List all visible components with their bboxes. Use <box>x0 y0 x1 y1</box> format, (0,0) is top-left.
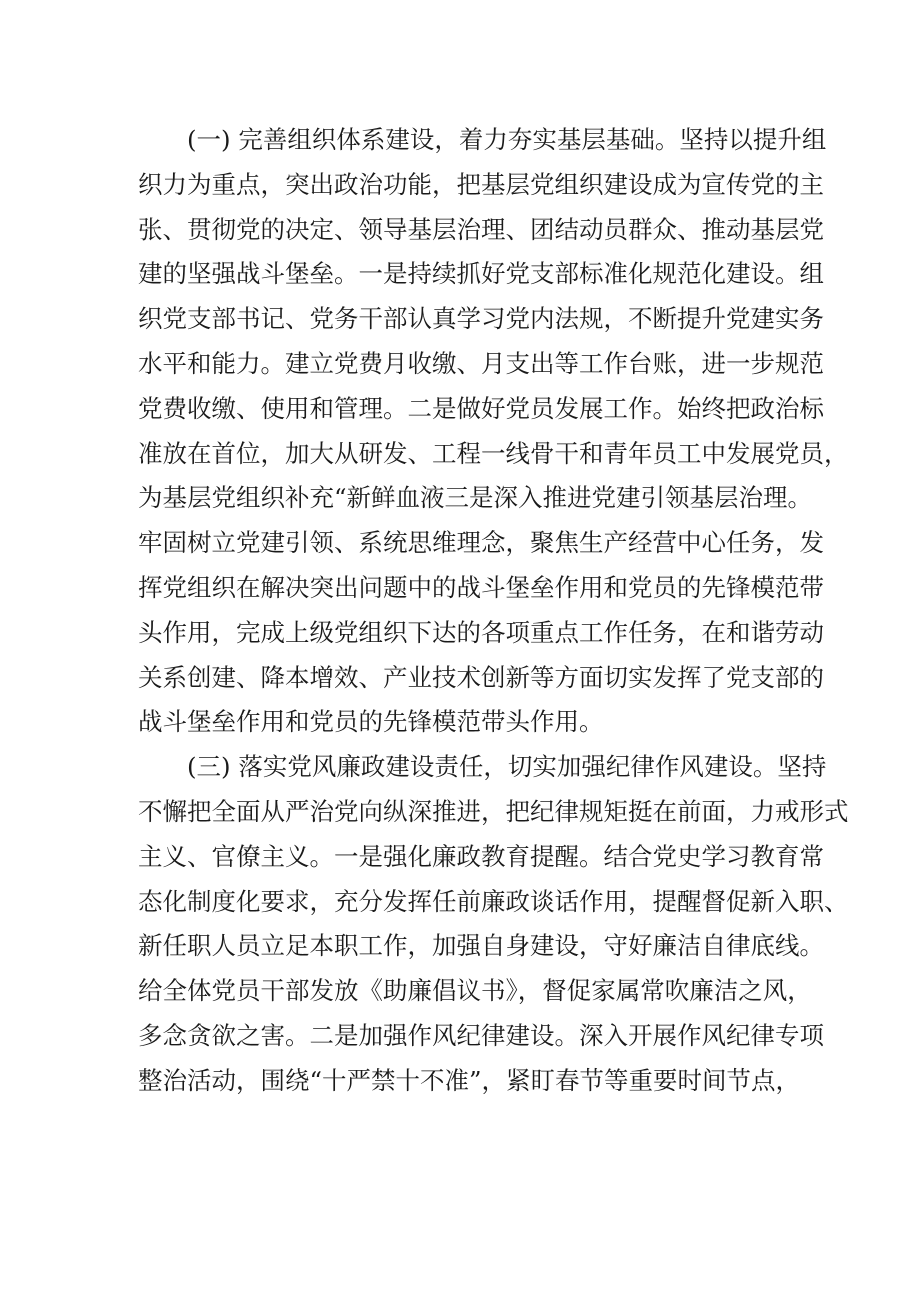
text-line: 给全体党员干部发放《助廉倡议书》，督促家属常吹廉洁之风， <box>138 976 812 1006</box>
text-line: 多念贪欲之害。二是加强作风纪律建设。深入开展作风纪律专项 <box>138 1020 824 1050</box>
text-line: 为基层党组织补充“新鲜血液三是深入推进党建引领基层治理。 <box>138 483 813 513</box>
text-line: 织党支部书记、党务干部认真学习党内法规，不断提升党建实务 <box>138 304 824 334</box>
document-body <box>138 118 849 1104</box>
text-line: 挥党组织在解决突出问题中的战斗堡垒作用和党员的先锋模范带 <box>138 572 824 602</box>
text-line: 主义、官僚主义。一是强化廉政教育提醒。结合党史学习教育常 <box>138 841 824 871</box>
text-line: 织力为重点，突出政治功能，把基层党组织建设成为宣传党的主 <box>138 169 824 199</box>
text-line: 战斗堡垒作用和党员的先锋模范带头作用。 <box>138 707 604 737</box>
text-line: 准放在首位，加大从研发、工程一线骨干和青年员工中发展党员， <box>138 438 849 468</box>
text-line: 张、贯彻党的决定、领导基层治理、团结动员群众、推动基层党 <box>138 214 824 244</box>
text-line: 头作用，完成上级党组织下达的各项重点工作任务，在和谐劳动 <box>138 617 824 647</box>
text-line: 牢固树立党建引领、系统思维理念，聚焦生产经营中心任务，发 <box>138 528 824 558</box>
text-line: 水平和能力。建立党费月收缴、月支出等工作台账，进一步规范 <box>138 348 824 378</box>
text-line: (三) 落实党风廉政建设责任，切实加强纪律作风建设。坚持 <box>187 752 827 782</box>
text-line: 整治活动，围绕“十严禁十不准”，紧盯春节等重要时间节点， <box>138 1065 801 1095</box>
paragraph-clean-governance <box>138 745 849 1103</box>
text-line: (一) 完善组织体系建设，着力夯实基层基础。坚持以提升组 <box>187 125 827 154</box>
text-line: 新任职人员立足本职工作，加强自身建设，守好廉洁自律底线。 <box>138 931 824 961</box>
paragraph-organization-building <box>138 118 849 745</box>
text-line: 党费收缴、使用和管理。二是做好党员发展工作。始终把政治标 <box>138 393 824 423</box>
text-line: 关系创建、降本增效、产业技术创新等方面切实发挥了党支部的 <box>138 662 824 692</box>
text-line: 建的坚强战斗堡垒。一是持续抓好党支部标准化规范化建设。组 <box>138 259 824 289</box>
text-line: 不懈把全面从严治党向纵深推进，把纪律规矩挺在前面，力戒形式 <box>138 796 849 826</box>
text-line: 态化制度化要求，充分发挥任前廉政谈话作用，提醒督促新入职、 <box>138 886 849 916</box>
